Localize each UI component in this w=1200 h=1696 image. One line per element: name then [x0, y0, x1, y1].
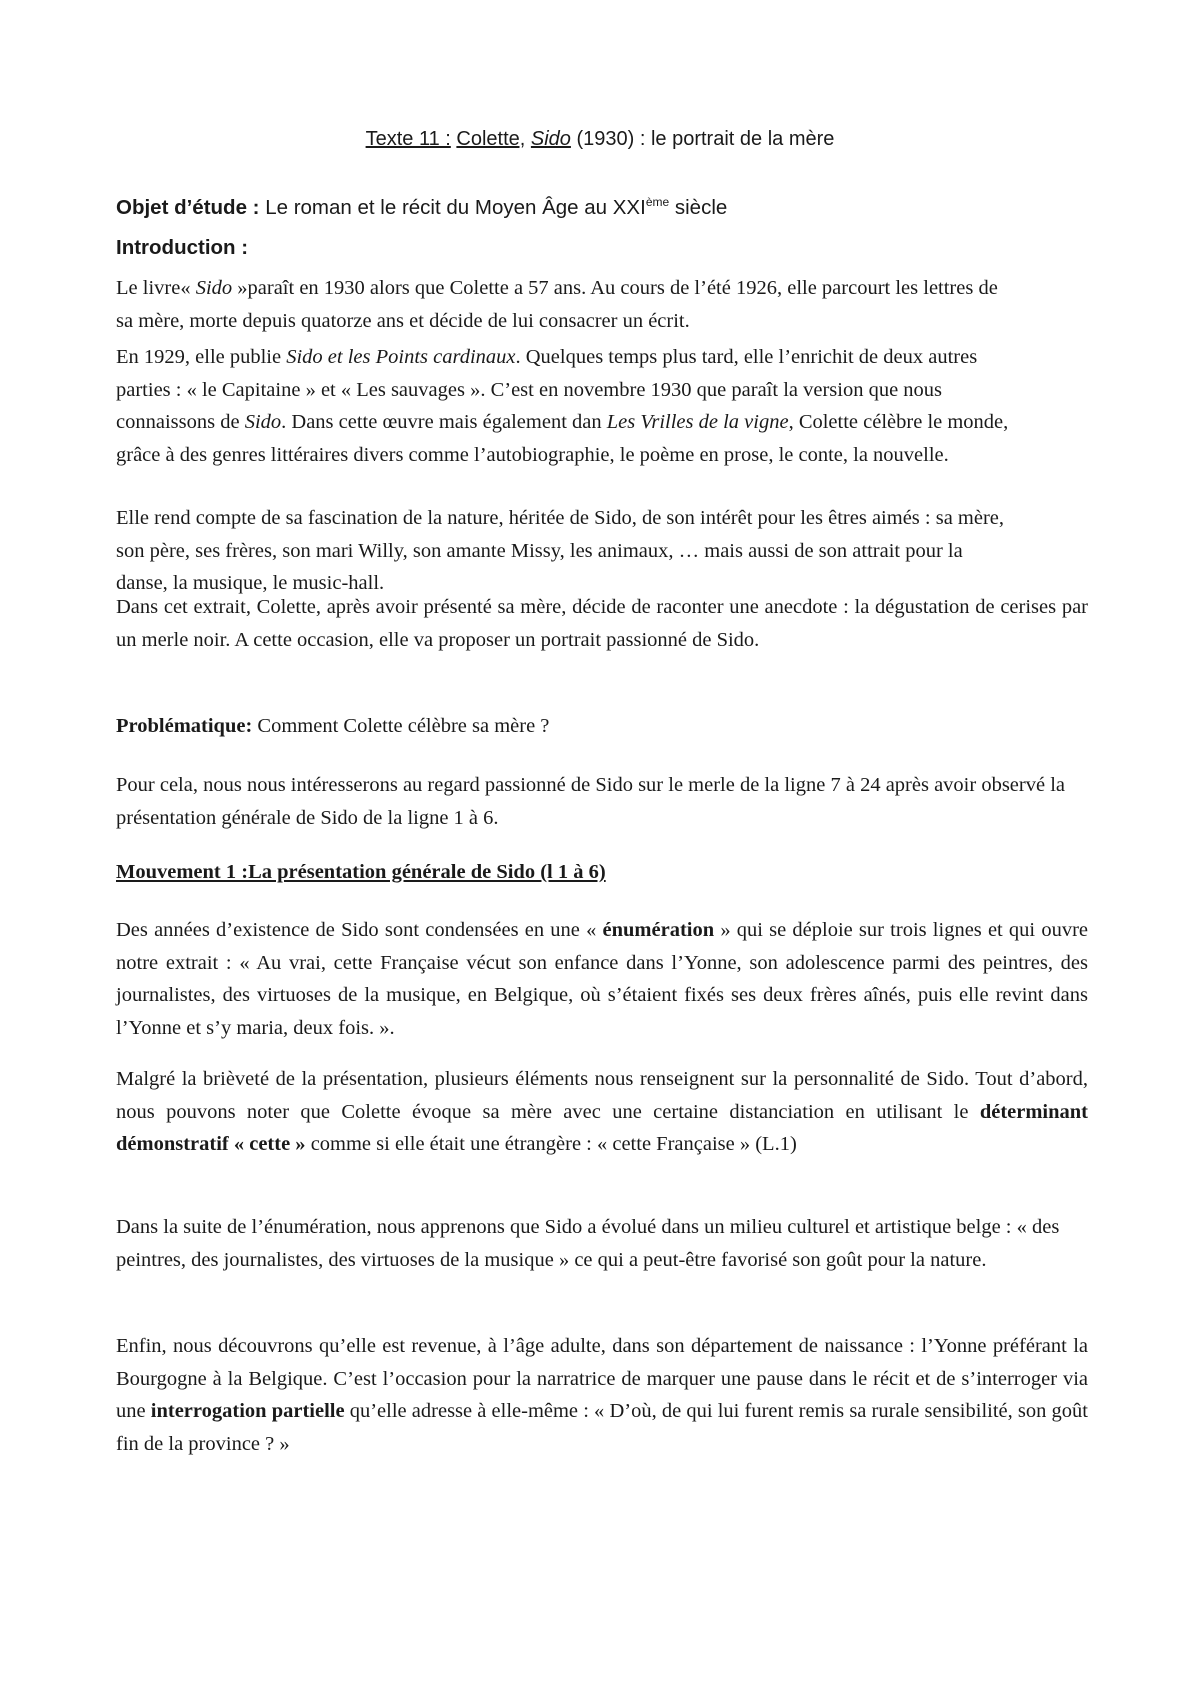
m1-p2-bold: déterminant démonstratif « cette » [116, 1100, 1088, 1156]
m1-paragraph-1 [116, 914, 1088, 1044]
title-author: Colette, [456, 128, 526, 150]
m1-p1-text-b: » qui se déploie sur trois lignes et qui ouvre notre extrait : « Au vrai, cette Française vécut son enfance dans l’Yonne, son adolescence parmi des peintres, des journalistes, des virtuoses de la musique, en Belgique, où s’étaient fixés ses deux frères aînés, puis elle revint dans l’Yonne et s’y maria, deux fois. ». [116, 919, 1088, 1039]
title-label: Texte 11 : [365, 128, 451, 150]
intro-p1-text-a: Le livre« [116, 277, 196, 299]
intro-p2-work-1: Sido et les Points cardinaux [286, 346, 516, 368]
plan-paragraph: Pour cela, nous nous intéresserons au regard passionné de Sido sur le merle de la ligne 7 à 24 après avoir observé la présentation générale de Sido de la ligne 1 à 6. [116, 774, 1065, 829]
problematique-label: Problématique: [116, 715, 253, 737]
intro-p2-work-2: Sido [244, 411, 282, 434]
m1-p2-text-b: comme si elle était une étrangère : « cette Française » (L.1) [305, 1133, 797, 1156]
m1-paragraph-4 [116, 1330, 1088, 1460]
objet-sup: ème [645, 195, 670, 210]
objet-after: siècle [674, 196, 728, 219]
intro-paragraph-1 [116, 272, 1016, 337]
objet-label: Objet d’étude : [116, 196, 260, 219]
objet-text: Le roman et le récit du Moyen Âge au XXI [265, 196, 646, 219]
intro-paragraph-2 [116, 341, 1016, 471]
m1-p2-text-a: Malgré la brièveté de la présentation, plusieurs éléments nous renseignent sur la personnalité de Sido. Tout d’abord, nous pouvons noter que Colette évoque sa mère avec une certaine distanciation en utilisant le [116, 1068, 1088, 1123]
intro-paragraph-4: Dans cet extrait, Colette, après avoir présenté sa mère, décide de raconter une anecdote : la dégustation de cerises par un merle noir. A cette occasion, elle va proposer un portrait passionné de Sido. [116, 596, 1088, 651]
title-work: Sido [530, 128, 571, 150]
m1-paragraph-2 [116, 1063, 1088, 1161]
intro-p1-work: Sido [195, 277, 233, 299]
intro-p2-text-d: , Colette célèbre le monde, grâce à des genres littéraires divers comme l’autobiographie, le poème en prose, le conte, la nouvelle. [116, 411, 1009, 466]
problematique [116, 710, 1088, 743]
m1-p1-bold: énumération [602, 919, 715, 941]
m1-paragraph-3: Dans la suite de l’énumération, nous apprenons que Sido a évolué dans un milieu culturel et artistique belge : « des peintres, des journalistes, des virtuoses de la musique » ce qui a peut-être favorisé son goût pour la nature. [116, 1216, 1060, 1271]
intro-paragraph-3: Elle rend compte de sa fascination de la nature, héritée de Sido, de son intérêt pour les êtres aimés : sa mère, son père, ses frères, son mari Willy, son amante Missy, les animaux, … mais aussi de son attrait pour la danse, la musique, le music-hall. [116, 507, 1005, 595]
m1-p4-text-a: Enfin, nous découvrons qu’elle est revenue, à l’âge adulte, dans son département de naissance : l’Yonne préférant la Bourgogne à la Belgique. C’est l’occasion pour la narratrice de marquer une pause dans le récit et de s’interroger via une [116, 1335, 1088, 1423]
introduction-heading: Introduction : [116, 236, 249, 259]
title-rest: (1930) : le portrait de la mère [576, 128, 835, 150]
intro-p2-text-b: . Quelques temps plus tard, elle l’enrichit de deux autres parties : « le Capitaine » et « Les sauvages ». C’est en novembre 1930 que paraît la version que nous connaissons de [116, 346, 978, 434]
intro-p2-work-3: Les Vrilles de la vigne [606, 411, 789, 434]
intro-p1-text-b: »paraît en 1930 alors que Colette a 57 ans. Au cours de l’été 1926, elle parcourt les lettres de sa mère, morte depuis quatorze ans et décide de lui consacrer un écrit. [116, 277, 998, 332]
page-title [0, 128, 1200, 151]
m1-p1-text-a: Des années d’existence de Sido sont condensées en une « [116, 919, 603, 941]
problematique-text: Comment Colette célèbre sa mère ? [252, 715, 550, 737]
objet-etude [116, 193, 1088, 223]
m1-p4-text-b: qu’elle adresse à elle-même : « D’où, de qui lui furent remis sa rurale sensibilité, son goût fin de la province ? » [116, 1400, 1088, 1455]
mouvement-1-heading: Mouvement 1 :La présentation générale de Sido (l 1 à 6) [116, 861, 606, 883]
intro-p2-text-c: . Dans cette œuvre mais également dan [281, 411, 607, 434]
m1-p4-bold: interrogation partielle [150, 1400, 345, 1423]
intro-p2-text-a: En 1929, elle publie [116, 346, 287, 368]
